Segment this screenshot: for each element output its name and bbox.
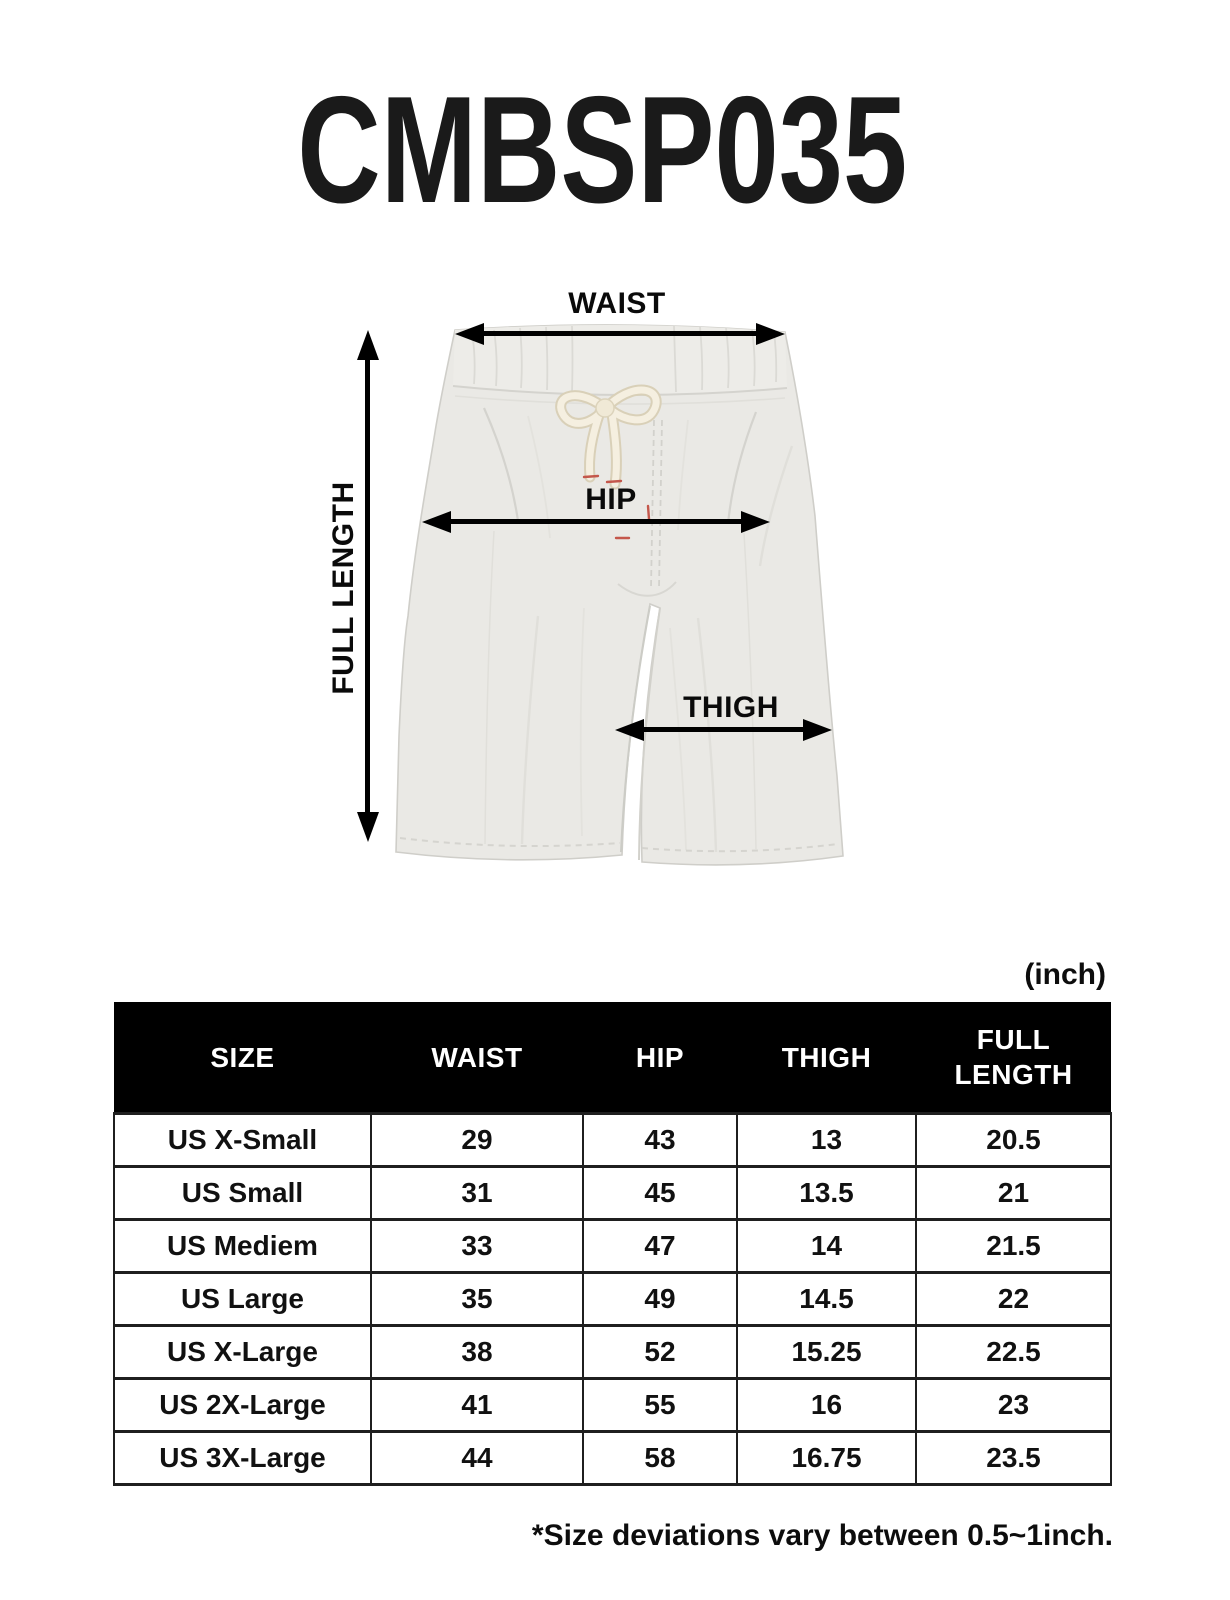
table-row: [114, 1273, 1111, 1326]
cell-waist: 35: [371, 1273, 583, 1326]
cell-hip: 49: [583, 1273, 737, 1326]
thigh-arrow: [643, 727, 804, 732]
cell-waist: 33: [371, 1220, 583, 1273]
hip-label: HIP: [585, 483, 637, 516]
table-row: [114, 1114, 1111, 1167]
cell-size: US Small: [114, 1167, 371, 1220]
cell-thigh: 13: [737, 1114, 916, 1167]
cell-full-length: 23: [916, 1379, 1111, 1432]
cell-thigh: 16: [737, 1379, 916, 1432]
cell-thigh: 15.25: [737, 1326, 916, 1379]
cell-full-length: 21: [916, 1167, 1111, 1220]
full-length-label: FULL LENGTH: [327, 481, 360, 695]
cell-thigh: 14: [737, 1220, 916, 1273]
col-header-full-length: FULL LENGTH: [916, 1002, 1111, 1114]
cell-size: US X-Small: [114, 1114, 371, 1167]
table-row: [114, 1326, 1111, 1379]
cell-full-length: 22.5: [916, 1326, 1111, 1379]
cell-hip: 43: [583, 1114, 737, 1167]
cell-size: US X-Large: [114, 1326, 371, 1379]
cell-waist: 29: [371, 1114, 583, 1167]
waist-arrow: [483, 331, 757, 336]
cell-hip: 52: [583, 1326, 737, 1379]
waist-label: WAIST: [568, 287, 666, 320]
cell-waist: 38: [371, 1326, 583, 1379]
unit-label: (inch): [1024, 958, 1106, 991]
cell-size: US Large: [114, 1273, 371, 1326]
cell-hip: 47: [583, 1220, 737, 1273]
cell-hip: 58: [583, 1432, 737, 1485]
cell-waist: 31: [371, 1167, 583, 1220]
col-header-thigh: THIGH: [737, 1002, 916, 1114]
cell-hip: 45: [583, 1167, 737, 1220]
header-row: [114, 1002, 1111, 1114]
shorts-image: [388, 316, 880, 876]
col-header-size: SIZE: [114, 1002, 371, 1114]
cell-waist: 44: [371, 1432, 583, 1485]
cell-hip: 55: [583, 1379, 737, 1432]
cell-full-length: 22: [916, 1273, 1111, 1326]
table-row: [114, 1432, 1111, 1485]
table-row: [114, 1167, 1111, 1220]
cell-waist: 41: [371, 1379, 583, 1432]
cell-size: US Mediem: [114, 1220, 371, 1273]
cell-size: US 3X-Large: [114, 1432, 371, 1485]
cell-thigh: 14.5: [737, 1273, 916, 1326]
table-row: [114, 1379, 1111, 1432]
table-row: [114, 1220, 1111, 1273]
hip-arrow: [450, 519, 742, 524]
cell-thigh: 16.75: [737, 1432, 916, 1485]
col-header-waist: WAIST: [371, 1002, 583, 1114]
size-deviation-note: *Size deviations vary between 0.5~1inch.: [531, 1519, 1113, 1552]
thigh-label: THIGH: [683, 691, 779, 724]
col-header-hip: HIP: [583, 1002, 737, 1114]
cell-full-length: 21.5: [916, 1220, 1111, 1273]
cell-size: US 2X-Large: [114, 1379, 371, 1432]
full-length-arrow: [365, 359, 370, 813]
size-table: [113, 1002, 1112, 1486]
cell-full-length: 23.5: [916, 1432, 1111, 1485]
cell-full-length: 20.5: [916, 1114, 1111, 1167]
product-code: CMBSP035: [297, 65, 908, 235]
cell-thigh: 13.5: [737, 1167, 916, 1220]
